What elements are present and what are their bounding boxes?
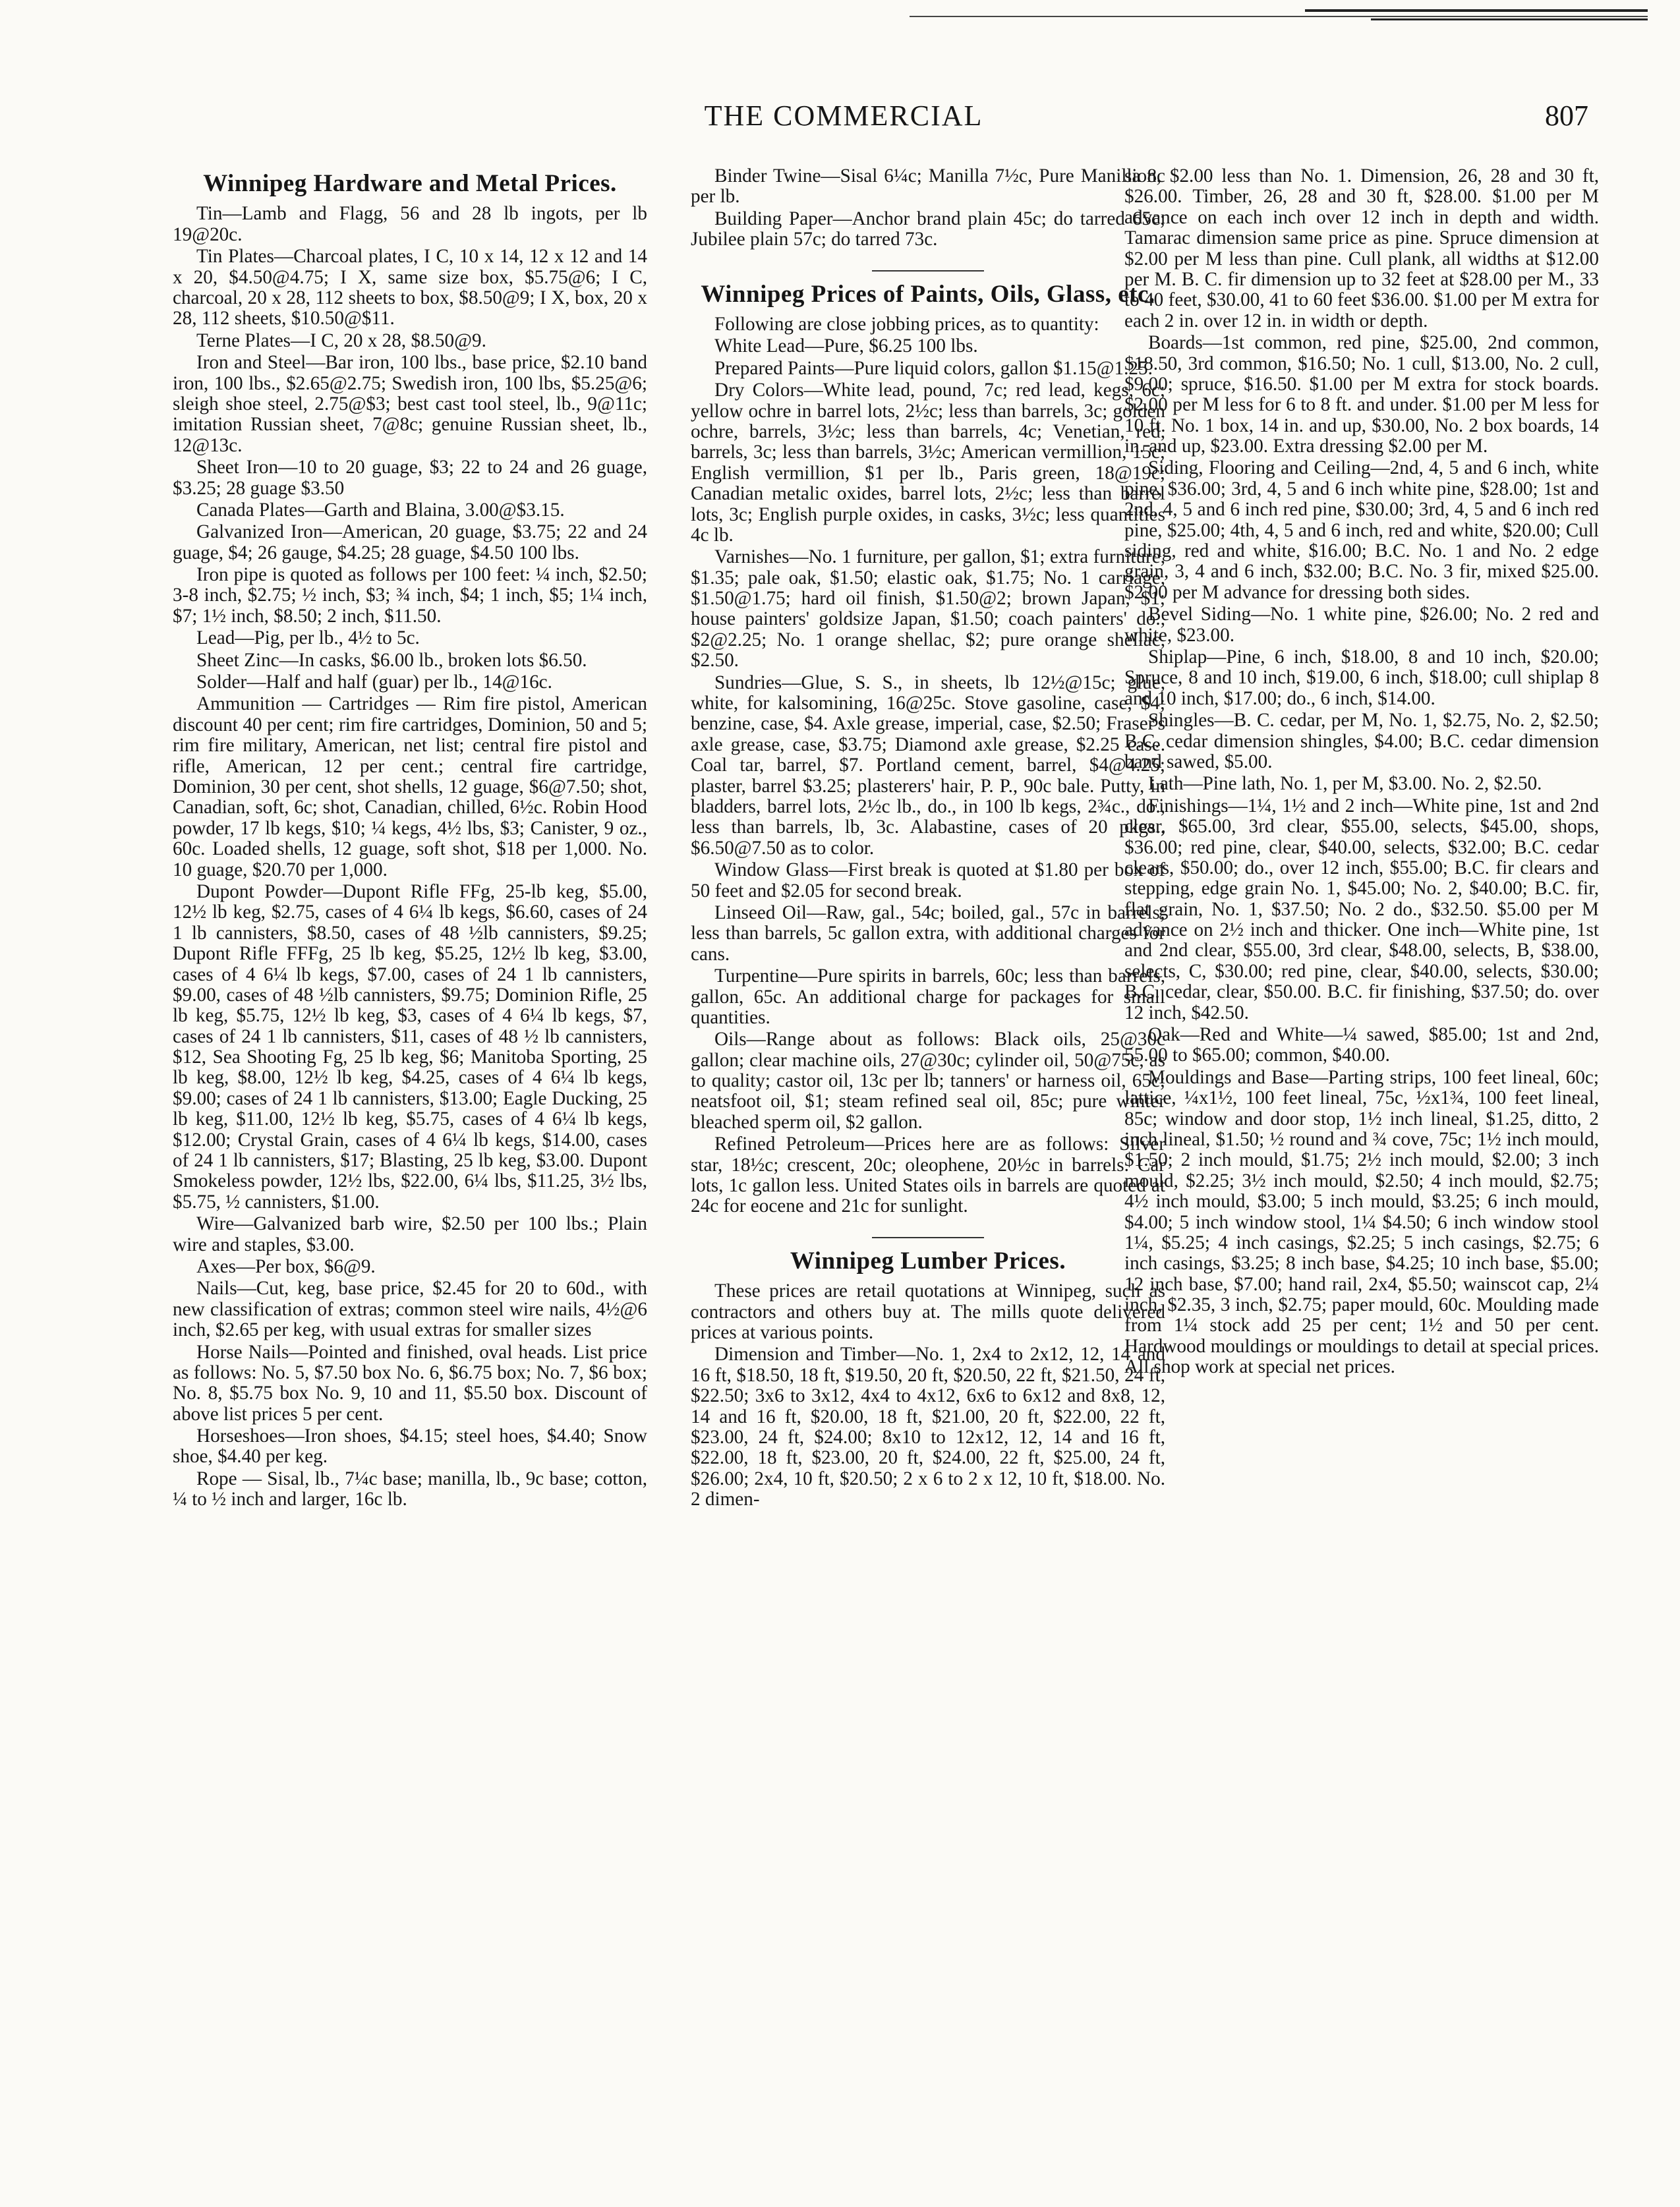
hardware-prices <box>173 204 647 1510</box>
paragraph: Shingles—B. C. cedar, per M, No. 1, $2.75, No. 2, $2.50; B.C. cedar dimension shingles, $4.00; B.C. cedar dimension band sawed, $5.00. <box>1124 710 1599 772</box>
paragraph: Oils—Range about as follows: Black oils, 25@30c gallon; clear machine oils, 27@30c; cylinder oil, 50@75c, as to quality; castor oil, 13c per lb; tanners' or harness oil, 65c; neatsfoot oil, $1; steam refined seal oil, 85c; pure winter bleached sperm oil, $2 gallon. <box>691 1029 1165 1133</box>
column-2 <box>691 166 1165 2163</box>
section-divider <box>872 1237 984 1238</box>
paragraph: Solder—Half and half (guar) per lb., 14@16c. <box>196 672 552 693</box>
paragraph: Dry Colors—White lead, pound, 7c; red lead, kegs, 6c; yellow ochre in barrel lots, 2½c; less than barrels, 3c; golden ochre, barrels, 3½c; less than barrels, 4c; Venetian, red, barrels, 3c; less than barrels, 3½c; American vermillion, 15c; English vermillion, $1 per lb., Paris green, 18@19c; Canadian metalic oxides, barrel lots, 2½c; less than barrel lots, 3c; English purple oxides, in casks, 3½c; less quantities 4c lb. <box>691 380 1165 546</box>
paragraph: Following are close jobbing prices, as to quantity: <box>714 314 1099 335</box>
paragraph: Prepared Paints—Pure liquid colors, gallon $1.15@1.25. <box>714 357 1153 379</box>
top-rule <box>910 9 1648 18</box>
page-title: THE COMMERCIAL <box>704 100 983 132</box>
paragraph: Horseshoes—Iron shoes, $4.15; steel hoes, $4.40; Snow shoe, $4.40 per keg. <box>173 1425 647 1468</box>
paragraph: Wire—Galvanized barb wire, $2.50 per 100 lbs.; Plain wire and staples, $3.00. <box>173 1213 647 1255</box>
paragraph: Nails—Cut, keg, base price, $2.45 for 20 to 60d., with new classification of extras; common steel wire nails, 4½@6 inch, $2.65 per keg, with usual extras for smaller sizes <box>173 1278 647 1341</box>
paragraph: Siding, Flooring and Ceiling—2nd, 4, 5 and 6 inch, white pine, $36.00; 3rd, 4, 5 and 6 inch white pine, $28.00; 1st and 2nd, 4, 5 and 6 inch red pine, $30.00; 3rd, 4, 5 and 6 inch red pine, $25.00; 4th, 4, 5 and 6 inch, red and white, $20.00; Cull siding, red and white, $16.00; B.C. No. 1 and No. 2 edge grain, 3, 4 and 6 inch, $32.00; B.C. No. 3 fir, mixed $25.00. $2.00 per M advance for dressing both sides. <box>1124 457 1599 603</box>
paragraph: Tin—Lamb and Flagg, 56 and 28 lb ingots, per lb 19@20c. <box>173 203 647 245</box>
paragraph: Rope — Sisal, lb., 7¼c base; manilla, lb., 9c base; cotton, ¼ to ½ inch and larger, 16c lb. <box>173 1468 647 1510</box>
paragraph: Sundries—Glue, S. S., in sheets, lb 12½@15c; glue, white, for kalsomining, 16@25c. Stove gasoline, case, $4; benzine, case, $4. Axle grease, imperial, case, $2.50; Fraser's axle grease, case, $3.75; Diamond axle grease, $2.25 case. Coal tar, barrel, $7. Portland cement, barrel, $4@4.25; plaster, barrel $3.25; plasterers' hair, P. P., 90c bale. Putty, in bladders, barrel lots, 2½c lb., do., in 100 lb kegs, 2¾c., do., less than barrels, lb, 3c. Alabastine, cases of 20 pkgs., $6.50@7.50 as to color. <box>691 672 1165 859</box>
column-3 <box>1124 166 1599 2163</box>
paragraph: Building Paper—Anchor brand plain 45c; do tarred 65c; Jubilee plain 57c; do tarred 73c. <box>691 208 1165 250</box>
paragraph: White Lead—Pure, $6.25 100 lbs. <box>714 335 978 357</box>
section-heading-lumber: Winnipeg Lumber Prices. <box>790 1247 1066 1275</box>
page-number: 807 <box>1545 100 1588 132</box>
paragraph: Galvanized Iron—American, 20 guage, $3.75; 22 and 24 guage, $4; 26 gauge, $4.25; 28 guage, $4.50 100 lbs. <box>173 521 647 563</box>
paragraph: Mouldings and Base—Parting strips, 100 feet lineal, 60c; lattice, ¼x1½, 100 feet lineal, 75c, ½x1¾, 100 feet lineal, 85c; window and door stop, 1½ inch lineal, $1.25, ditto, 2 inch lineal, $1.50; ½ round and ¾ cove, 75c; 1½ inch mould, $1.50; 2 inch mould, $1.75; 2½ inch mould, $2.00; 3 inch mould, $2.25; 3½ inch mould, $2.50; 4 inch mould, $2.75; 4½ inch mould, $3.00; 5 inch mould, $3.25; 6 inch mould, $4.00; 5 inch window stool, 1¼ $4.50; 6 inch window stool 1¼, $5.25; 4 inch casings, $2.25; 5 inch casings, $2.75; 6 inch casings, $3.25; 8 inch base, $4.25; 10 inch base, $5.00; 12 inch base, $7.00; hand rail, 2x4, $5.50; wainscot cap, 2¼ inch, $2.35, 3 inch, $2.75; paper mould, 60c. Moulding made from 1¼ stock add 25 per cent; 1½ and 50 per cent. Hardwood mouldings or mouldings to detail at special prices. All shop work at special net prices. <box>1124 1066 1599 1378</box>
paragraph: Axes—Per box, $6@9. <box>196 1255 376 1277</box>
paragraph: Window Glass—First break is quoted at $1.80 per box of 50 feet and $2.05 for second break. <box>691 859 1165 902</box>
paragraph: Lath—Pine lath, No. 1, per M, $3.00. No. 2, $2.50. <box>1148 773 1542 795</box>
section-divider <box>872 270 984 272</box>
paragraph: Refined Petroleum—Prices here are as follows: Silver star, 18½c; crescent, 20c; oleophene, 20½c in barrels. Car lots, 1c gallon less. United States oils in barrels are quoted at 24c for eocene and 21c for sunlight. <box>691 1133 1165 1217</box>
paragraph: Iron pipe is quoted as follows per 100 feet: ¼ inch, $2.50; 3-8 inch, $2.75; ½ inch, $3; ¾ inch, $4; 1 inch, $5; 1¼ inch, $7; 1½ inch, $8.50; 2 inch, $11.50. <box>173 564 647 627</box>
paragraph: Oak—Red and White—¼ sawed, $85.00; 1st and 2nd, 55.00 to $65.00; common, $40.00. <box>1124 1024 1599 1066</box>
paragraph: These prices are retail quotations at Winnipeg, such as contractors and others buy at. The mills quote delivered prices at various points. <box>691 1280 1165 1344</box>
paragraph: Iron and Steel—Bar iron, 100 lbs., base price, $2.10 band iron, 100 lbs., $2.65@2.75; Swedish iron, 100 lbs, $5.25@6; sleigh shoe steel, 2.75@$3; best cast tool steel, lb., 9@11c; imitation Russian sheet, 7@8c; genuine Russian sheet, lb., 12@13c. <box>173 352 647 456</box>
paragraph: Bevel Siding—No. 1 white pine, $26.00; No. 2 red and white, $23.00. <box>1124 604 1599 646</box>
paragraph: Finishings—1¼, 1½ and 2 inch—White pine, 1st and 2nd clear, $65.00, 3rd clear, $55.00, selects, $45.00, shops, $36.00; red pine, clear, $40.00, selects, $32.00; B.C. cedar clears, $50.00; do., over 12 inch, $55.00; B.C. fir clears and stepping, edge grain No. 1, $45.00; No. 2, $40.00; B.C. fir, flat grain, No. 1, $37.50; No. 2 do., $32.50. $5.00 per M advance on 2½ inch and thicker. One inch—White pine, 1st and 2nd clear, $55.00, 3rd clear, $48.00, selects, B, $38.00, selects, C, $30.00; red pine, clear, $40.00, selects, $30.00; B.C. cedar, clear, $50.00. B.C. fir finishing, $37.50; do. over 12 inch, $42.50. <box>1124 795 1599 1023</box>
paragraph: Canada Plates—Garth and Blaina, 3.00@$3.15. <box>196 499 565 521</box>
paragraph: Dupont Powder—Dupont Rifle FFg, 25-lb keg, $5.00, 12½ lb keg, $2.75, cases of 4 6¼ lb kegs, $6.60, cases of 24 1 lb cannisters, $8.50, cases of 48 ½lb cannisters, $9.25; Dupont Rifle FFFg, 25 lb keg, $5.25, 12½ lb keg, $3.00, cases of 4 6¼ lb kegs, $7.00, cases of 24 1 lb cannisters, $9.00, cases of 48 ½lb cannisters, $9.75; Dominion Rifle, 25 lb keg, $5.75, 12½ lb keg, $3, cases of 4 6¼ lb kegs, $7, cases of 24 1 lb cannisters, $11, cases of 48 ½ lb cannisters, $12, Sea Shooting Fg, 25 lb keg, $6; Manitoba Sporting, 25 lb keg, $8.00, 12½ lb keg, $4.25, cases of 4 6¼ lb kegs, $9.00; cases of 24 1 lb cannisters, $13.00; Eagle Ducking, 25 lb keg, $11.00, 12½ lb keg, $5.75, cases of 4 6¼ lb kegs, $12.00; Crystal Grain, cases of 4 6¼ lb kegs, $14.00, cases of 24 1 lb cannisters, $17; Blasting, 25 lb keg, $3.00. Dupont Smokeless powder, 12½ lbs, $22.00, 6¼ lbs, $11.25, 3½ lbs, $5.75, ½ cannisters, $1.00. <box>173 880 647 1213</box>
paragraph: Lead—Pig, per lb., 4½ to 5c. <box>196 627 420 649</box>
page-header <box>99 99 1588 145</box>
paragraph: Binder Twine—Sisal 6¼c; Manilla 7½c, Pure Manilla 8c per lb. <box>691 166 1165 208</box>
paragraph: Linseed Oil—Raw, gal., 54c; boiled, gal., 57c in barrels; less than barrels, 5c gallon extra, with additional charges for cans. <box>691 902 1165 965</box>
paragraph: Boards—1st common, red pine, $25.00, 2nd common, $18.50, 3rd common, $16.50; No. 1 cull, $13.00, No. 2 cull, $9.00; spruce, $16.50. $1.00 per M extra for stock boards. $2.00 per M less for 6 to 8 ft. and under. $1.00 per M less for 10 ft. No. 1 box, 14 in. and up, $30.00, No. 2 box boards, 14 in. and up, $23.00. Extra dressing $2.00 per M. <box>1124 332 1599 457</box>
paragraph: Tin Plates—Charcoal plates, I C, 10 x 14, 12 x 12 and 14 x 20, $4.50@4.75; I X, same size box, $5.75@6; I C, charcoal, 20 x 28, 112 sheets to box, $8.50@9; I X, box, 20 x 28, 112 sheets, $10.50@$11. <box>173 246 647 330</box>
column-1 <box>173 166 647 2163</box>
paragraph: Sheet Iron—10 to 20 guage, $3; 22 to 24 and 26 guage, $3.25; 28 guage $3.50 <box>173 457 647 499</box>
paragraph: Horse Nails—Pointed and finished, oval heads. List price as follows: No. 5, $7.50 box No. 6, $6.75 box; No. 7, $6 box; No. 8, $5.75 box No. 9, 10 and 11, $5.50 box. Discount of above list prices 5 per cent. <box>173 1341 647 1425</box>
paragraph: Ammunition — Cartridges — Rim fire pistol, American discount 40 per cent; rim fire cartridges, Dominion, 50 and 5; rim fire military, American, net list; central fire pistol and rifle, American, 12 per cent.; central fire cartridge, Dominion, 30 per cent, shot shells, 12 guage, $6@7.50; shot, Canadian, soft, 6c; shot, Canadian, chilled, 6½c. Robin Hood powder, 17 lb kegs, $10; ¼ kegs, 4½ lbs, $3; Canister, 9 oz., 60c. Loaded shells, 12 guage, soft shot, $18 per 1,000. No. 10 guage, $20.70 per 1,000. <box>173 693 647 880</box>
section-heading-hardware: Winnipeg Hardware and Metal Prices. <box>203 170 617 197</box>
paragraph: Dimension and Timber—No. 1, 2x4 to 2x12, 12, 14 and 16 ft, $18.50, 18 ft, $19.50, 20 ft, $20.50, 22 ft, $21.50, 24 ft, $22.50; 3x6 to 3x12, 4x4 to 4x12, 6x6 to 6x12 and 8x8, 12, 14 and 16 ft, $20.00, 18 ft, $21.00, 20 ft, $22.00, 22 ft, $23.00, 24 ft, $24.00; 8x10 to 12x12, 12, 14 and 16 ft, $22.00, 18 ft, $23.00, 20 ft, $24.00, 22 ft, $25.00, 24 ft, $26.00; 2x4, 10 ft, $20.50; 2 x 6 to 2 x 12, 10 ft, $18.00. No. 2 dimen- <box>691 1344 1165 1510</box>
paragraph: sion, $2.00 less than No. 1. Dimension, 26, 28 and 30 ft, $26.00. Timber, 26, 28 and 30 ft, $28.00. $1.00 per M advance on each inch over 12 inch in depth and width. Tamarac dimension same price as pine. Spruce dimension at $2.00 per M less than pine. Cull plank, all widths at $12.00 per M. B. C. fir dimension up to 32 feet at $28.00 per M., 33 to 40 feet, $30.00, 41 to 60 feet $36.00. $1.00 per M extra for each 2 in. over 12 in. in width or depth. <box>1124 166 1599 331</box>
paragraph: Shiplap—Pine, 6 inch, $18.00, 8 and 10 inch, $20.00; Spruce, 8 and 10 inch, $19.00, 6 inch, $18.00; cull shiplap 8 and 10 inch, $17.00; do., 6 inch, $14.00. <box>1124 646 1599 709</box>
paragraph: Terne Plates—I C, 20 x 28, $8.50@9. <box>196 330 486 351</box>
section-heading-paints: Winnipeg Prices of Paints, Oils, Glass, etc. <box>701 280 1155 308</box>
paragraph: Sheet Zinc—In casks, $6.00 lb., broken lots $6.50. <box>196 649 587 671</box>
paragraph: Varnishes—No. 1 furniture, per gallon, $1; extra furniture, $1.35; pale oak, $1.50; elastic oak, $1.75; No. 1 carriage, $1.50@1.75; hard oil finish, $1.50@2; brown Japan, $1; house painters' goldsize Japan, $1.50; coach painters' do., $2@2.25; No. 1 orange shellac, $2; pure orange shellac, $2.50. <box>691 546 1165 672</box>
paragraph: Turpentine—Pure spirits in barrels, 60c; less than barrels, gallon, 65c. An additional charge for packages for small quantities. <box>691 965 1165 1028</box>
